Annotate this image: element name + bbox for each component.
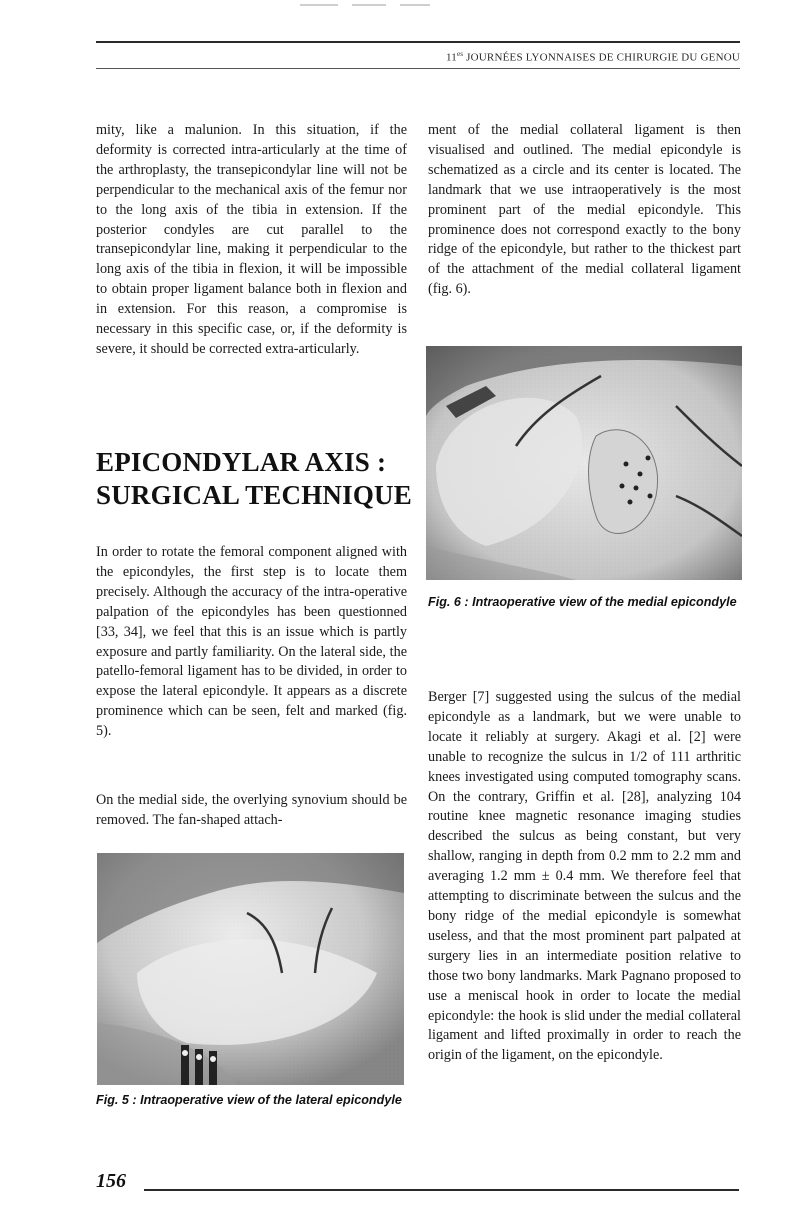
figure-5-image xyxy=(97,853,404,1085)
top-edge-marks xyxy=(300,4,430,6)
paragraph-medial-side: On the medial side, the overlying synovium should be removed. The fan-shaped attach- xyxy=(96,792,407,828)
right-column-top xyxy=(428,121,741,300)
header-top-rule xyxy=(96,41,740,43)
figure-6-caption: Fig. 6 : Intraoperative view of the medial epicondyle xyxy=(428,595,737,609)
paragraph-sulcus: Berger [7] suggested using the sulcus of the medial epicondyle as a landmark, but we were unable to locate it reliably at surgery. Akagi et al. [2] were unable to recognize the sulcus in 1/2 of 111 arthritic knees investigated using computed tomography scans. On the contrary, Griffin et al. [28], analyzing 104 routine knee magnetic resonance imaging studies described the sulcus as being constant, but very shallow, ranging in depth from 0.2 mm to 2.2 mm and averaging 1.2 mm ± 0.4 mm. We therefore feel that attempting to discriminate between the sulcus and the bony ridge of the medial epicondyle is somewhat useless, and that the most prominent part palpated at surgery lies in an intermediate position relative to those two bony landmarks. Mark Pagnano proposed to use a meniscal hook in order to locate the medial epicondyle: the hook is slid under the medial collateral ligament and lifted proximally in order to reach the origin of the ligament, on the epicondyle. xyxy=(428,689,741,1064)
left-column-middle xyxy=(96,543,407,742)
right-column-bottom xyxy=(428,688,741,1066)
figure-6-image xyxy=(426,346,742,580)
paragraph-locate-epicondyles: In order to rotate the femoral component aligned with the epicondyles, the first step is to locate them precisely. Although the accuracy of the intra-operative palpation of the epicondyles has been questionned [33, 34], we feel that this is an issue which is partly exposure and partly familiarity. On the lateral side, the patello-femoral ligament has to be divided, in order to expose the lateral epicondyle. It appears as a discrete prominence which can be seen, felt and marked (fig. 5). xyxy=(96,544,407,740)
paragraph-malunion: mity, like a malunion. In this situation, if the deformity is corrected intra-articularly at the time of the arthroplasty, the transepicondylar line will not be perpendicular to the mechanical axis of the femur nor to the long axis of the tibia in extension. If the posterior condyles are cut parallel to the transepicondylar line, making it perpendicular to the long axis of the tibia in flexion, it will be impossible to obtain proper ligament balance both in flexion and in extension. For this reason, a compromise is necessary in this specific case, or, if the deformity is severe, it should be corrected extra-articularly. xyxy=(96,122,407,357)
footer-rule xyxy=(144,1189,739,1191)
left-column-bottom xyxy=(96,791,407,831)
running-head-superscript: es xyxy=(456,50,464,58)
left-column-top xyxy=(96,121,407,360)
section-heading-line-1: EPICONDYLAR AXIS : xyxy=(96,447,387,477)
section-heading xyxy=(96,446,416,512)
figure-5-caption: Fig. 5 : Intraoperative view of the lateral epicondyle xyxy=(96,1093,402,1107)
running-head-number: 11 xyxy=(445,51,457,64)
paragraph-medial-collateral: ment of the medial collateral ligament is then visualised and outlined. The medial epicondyle is schematized as a circle and its center is located. The landmark that we use intraoperatively is the most prominent part of the medial epicondyle. This prominence does not correspond exactly to the bony ridge of the epicondyle, but rather to the thickest part of the attachment of the medial collateral ligament (fig. 6). xyxy=(428,122,741,298)
running-head-title: JOURNÉES LYONNAISES DE CHIRURGIE DU GENOU xyxy=(466,51,740,64)
section-heading-line-2: SURGICAL TECHNIQUE xyxy=(96,480,412,510)
page-number: 156 xyxy=(96,1170,126,1192)
header-bottom-rule xyxy=(96,68,740,69)
running-head xyxy=(446,50,740,64)
